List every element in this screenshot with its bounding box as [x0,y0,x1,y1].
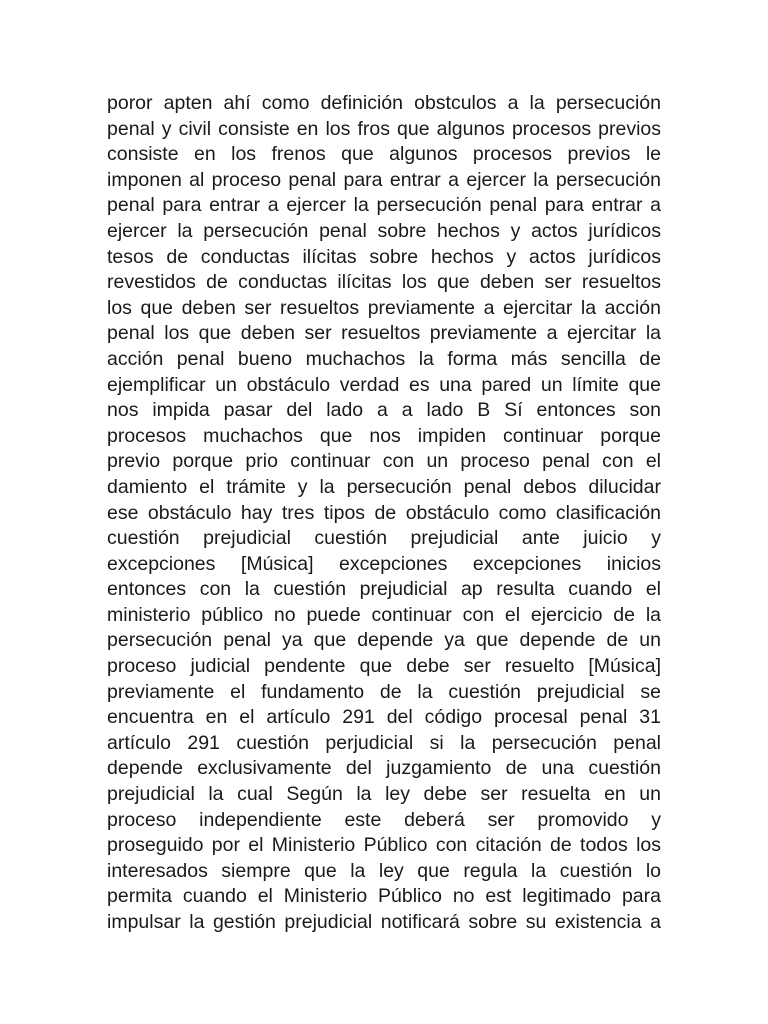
text-line: cuestión prejudicial cuestión prejudicial ante juicio y [107,527,661,550]
text-line: consiste en los frenos que algunos procesos previos le [107,143,661,166]
text-line: impulsar la gestión prejudicial notificará sobre su existencia a [107,911,661,933]
text-line: penal para entrar a ejercer la persecución penal para entrar a [107,194,661,217]
text-line: ejercer la persecución penal sobre hechos y actos jurídicos [107,219,661,242]
text-line: permita cuando el Ministerio Público no est legitimado para [107,885,661,908]
text-line: ese obstáculo hay tres tipos de obstáculo como clasificación [107,501,661,524]
text-line: depende exclusivamente del juzgamiento de una cuestión [107,757,661,780]
text-line: encuentra en el artículo 291 del código procesal penal 31 [107,706,661,729]
text-line: previo porque prio continuar con un proceso penal con el [107,450,661,473]
body-text [107,91,661,936]
text-line: excepciones [Música] excepciones excepciones inicios [107,552,661,575]
text-line: artículo 291 cuestión perjudicial si la persecución penal [107,731,661,754]
text-line: previamente el fundamento de la cuestión prejudicial se [107,680,661,703]
text-line: proceso independiente este deberá ser promovido y [107,808,661,831]
text-line: penal y civil consiste en los fros que algunos procesos previos [107,117,661,140]
text-line: poror apten ahí como definición obstculos a la persecución [107,92,661,114]
text-line: ejemplificar un obstáculo verdad es una pared un límite que [107,373,661,396]
text-line: interesados siempre que la ley que regula la cuestión lo [107,859,661,882]
text-line: nos impida pasar del lado a a lado B Sí entonces son [107,399,661,422]
text-line: acción penal bueno muchachos la forma más sencilla de [107,347,661,370]
text-line: proseguido por el Ministerio Público con citación de todos los [107,834,661,857]
text-line: penal los que deben ser resueltos previamente a ejercitar la [107,322,661,345]
text-line: los que deben ser resueltos previamente a ejercitar la acción [107,296,661,319]
text-line: entonces con la cuestión prejudicial ap resulta cuando el [107,578,661,601]
text-line: procesos muchachos que nos impiden continuar porque [107,424,661,447]
text-line: ministerio público no puede continuar con el ejercicio de la [107,603,661,626]
text-line: revestidos de conductas ilícitas los que deben ser resueltos [107,271,661,294]
text-line: persecución penal ya que depende ya que depende de un [107,629,661,652]
text-line: tesos de conductas ilícitas sobre hechos y actos jurídicos [107,245,661,268]
text-line: imponen al proceso penal para entrar a ejercer la persecución [107,168,661,191]
text-line: prejudicial la cual Según la ley debe ser resuelta en un [107,783,661,806]
text-line: proceso judicial pendente que debe ser resuelto [Música] [107,655,661,678]
text-line: damiento el trámite y la persecución penal debos dilucidar [107,475,661,498]
